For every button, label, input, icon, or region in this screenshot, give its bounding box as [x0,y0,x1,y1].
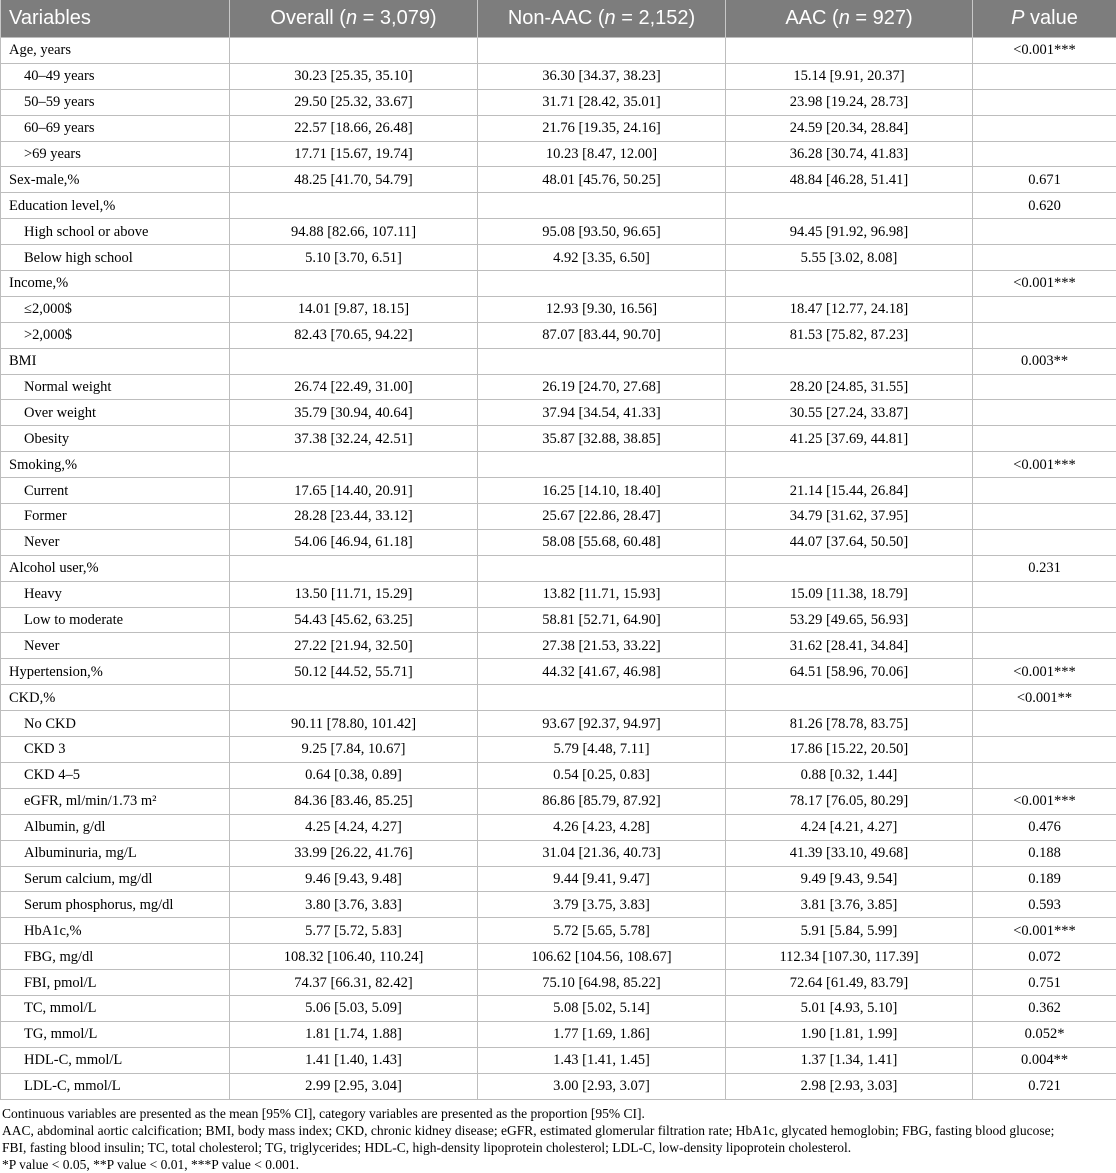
aac-cell [726,452,973,478]
overall-cell: 33.99 [26.22, 41.76] [230,840,478,866]
aac-cell: 4.24 [4.21, 4.27] [726,814,973,840]
p-value-cell: <0.001*** [973,452,1116,478]
row-label: Education level,% [1,193,230,219]
overall-cell: 0.64 [0.38, 0.89] [230,762,478,788]
aac-cell: 36.28 [30.74, 41.83] [726,141,973,167]
row-label: CKD,% [1,685,230,711]
aac-cell: 44.07 [37.64, 50.50] [726,529,973,555]
header-overall-n: n [346,7,357,29]
aac-cell: 34.79 [31.62, 37.95] [726,504,973,530]
row-label: Low to moderate [1,607,230,633]
footnote-line-4: *P value < 0.05, **P value < 0.01, ***P value < 0.001. [2,1156,1116,1173]
non-aac-cell: 3.79 [3.75, 3.83] [478,892,726,918]
header-nonaac-post: = 2,152) [616,7,696,29]
non-aac-cell [478,452,726,478]
header-non-aac [478,0,726,38]
aac-cell: 41.39 [33.10, 49.68] [726,840,973,866]
p-value-cell: <0.001*** [973,271,1116,297]
aac-cell: 15.14 [9.91, 20.37] [726,63,973,89]
non-aac-cell: 1.43 [1.41, 1.45] [478,1047,726,1073]
aac-cell: 94.45 [91.92, 96.98] [726,219,973,245]
non-aac-cell: 0.54 [0.25, 0.83] [478,762,726,788]
row-label: TC, mmol/L [1,995,230,1021]
aac-cell: 24.59 [20.34, 28.84] [726,115,973,141]
overall-cell: 9.25 [7.84, 10.67] [230,737,478,763]
p-value-cell [973,63,1116,89]
header-aac [726,0,973,38]
table-row [1,555,1116,581]
table-row [1,141,1116,167]
overall-cell [230,685,478,711]
p-value-cell: 0.188 [973,840,1116,866]
row-label: Current [1,478,230,504]
row-label: Alcohol user,% [1,555,230,581]
row-label: Former [1,504,230,530]
overall-cell: 22.57 [18.66, 26.48] [230,115,478,141]
non-aac-cell [478,348,726,374]
table-row [1,918,1116,944]
non-aac-cell: 9.44 [9.41, 9.47] [478,866,726,892]
overall-cell: 35.79 [30.94, 40.64] [230,400,478,426]
row-label: Over weight [1,400,230,426]
non-aac-cell: 3.00 [2.93, 3.07] [478,1073,726,1099]
overall-cell: 108.32 [106.40, 110.24] [230,944,478,970]
overall-cell [230,271,478,297]
header-row [1,0,1116,38]
row-label: ≤2,000$ [1,296,230,322]
aac-cell: 28.20 [24.85, 31.55] [726,374,973,400]
aac-cell [726,555,973,581]
table-row [1,426,1116,452]
table-footnotes [0,1100,1116,1173]
non-aac-cell: 31.71 [28.42, 35.01] [478,89,726,115]
overall-cell: 30.23 [25.35, 35.10] [230,63,478,89]
overall-cell: 3.80 [3.76, 3.83] [230,892,478,918]
row-label: FBG, mg/dl [1,944,230,970]
p-value-cell [973,374,1116,400]
aac-cell [726,685,973,711]
table-row [1,762,1116,788]
aac-cell: 1.37 [1.34, 1.41] [726,1047,973,1073]
table-row [1,892,1116,918]
p-value-cell: 0.231 [973,555,1116,581]
p-value-cell [973,296,1116,322]
table-row [1,63,1116,89]
overall-cell: 26.74 [22.49, 31.00] [230,374,478,400]
p-value-cell [973,633,1116,659]
table-row [1,167,1116,193]
table-row [1,633,1116,659]
overall-cell: 74.37 [66.31, 82.42] [230,970,478,996]
table-row [1,814,1116,840]
overall-cell [230,555,478,581]
row-label: Heavy [1,581,230,607]
header-aac-pre: AAC ( [785,7,838,29]
header-aac-n: n [839,7,850,29]
non-aac-cell: 25.67 [22.86, 28.47] [478,504,726,530]
aac-cell: 23.98 [19.24, 28.73] [726,89,973,115]
p-value-cell: 0.671 [973,167,1116,193]
non-aac-cell: 26.19 [24.70, 27.68] [478,374,726,400]
row-label: Albumin, g/dl [1,814,230,840]
aac-cell: 48.84 [46.28, 51.41] [726,167,973,193]
non-aac-cell: 106.62 [104.56, 108.67] [478,944,726,970]
overall-cell: 82.43 [70.65, 94.22] [230,322,478,348]
non-aac-cell [478,271,726,297]
p-value-cell: 0.003** [973,348,1116,374]
table-row [1,970,1116,996]
non-aac-cell: 16.25 [14.10, 18.40] [478,478,726,504]
non-aac-cell: 1.77 [1.69, 1.86] [478,1021,726,1047]
overall-cell: 5.77 [5.72, 5.83] [230,918,478,944]
p-value-cell [973,504,1116,530]
row-label: Age, years [1,38,230,64]
table-row [1,115,1116,141]
row-label: Income,% [1,271,230,297]
table-row [1,840,1116,866]
non-aac-cell: 31.04 [21.36, 40.73] [478,840,726,866]
row-label: 60–69 years [1,115,230,141]
p-value-cell: 0.072 [973,944,1116,970]
header-overall-pre: Overall ( [270,7,346,29]
overall-cell: 50.12 [44.52, 55.71] [230,659,478,685]
aac-cell: 81.53 [75.82, 87.23] [726,322,973,348]
non-aac-cell: 4.92 [3.35, 6.50] [478,245,726,271]
p-value-cell [973,322,1116,348]
p-value-cell [973,141,1116,167]
row-label: No CKD [1,711,230,737]
overall-cell: 84.36 [83.46, 85.25] [230,788,478,814]
table-row [1,348,1116,374]
non-aac-cell [478,555,726,581]
non-aac-cell: 5.79 [4.48, 7.11] [478,737,726,763]
aac-cell: 18.47 [12.77, 24.18] [726,296,973,322]
non-aac-cell [478,38,726,64]
table-row [1,1047,1116,1073]
p-value-cell: 0.593 [973,892,1116,918]
non-aac-cell: 75.10 [64.98, 85.22] [478,970,726,996]
table-row [1,529,1116,555]
non-aac-cell [478,685,726,711]
overall-cell: 27.22 [21.94, 32.50] [230,633,478,659]
aac-cell: 2.98 [2.93, 3.03] [726,1073,973,1099]
row-label: HDL-C, mmol/L [1,1047,230,1073]
overall-cell: 4.25 [4.24, 4.27] [230,814,478,840]
row-label: >69 years [1,141,230,167]
row-label: Serum phosphorus, mg/dl [1,892,230,918]
p-value-cell [973,219,1116,245]
aac-cell: 30.55 [27.24, 33.87] [726,400,973,426]
p-value-cell [973,762,1116,788]
aac-cell: 41.25 [37.69, 44.81] [726,426,973,452]
non-aac-cell: 36.30 [34.37, 38.23] [478,63,726,89]
footnote-line-2: AAC, abdominal aortic calcification; BMI, body mass index; CKD, chronic kidney disease; eGFR, estimated glomerular filtration rate; HbA1c, glycated hemoglobin; FBG, fasting blood glucose; [2,1122,1116,1139]
p-value-cell [973,529,1116,555]
table-row [1,374,1116,400]
overall-cell [230,193,478,219]
row-label: HbA1c,% [1,918,230,944]
non-aac-cell: 95.08 [93.50, 96.65] [478,219,726,245]
aac-cell: 5.55 [3.02, 8.08] [726,245,973,271]
p-value-cell: 0.620 [973,193,1116,219]
overall-cell: 54.06 [46.94, 61.18] [230,529,478,555]
aac-cell: 72.64 [61.49, 83.79] [726,970,973,996]
aac-cell [726,193,973,219]
header-overall-post: = 3,079) [357,7,437,29]
p-value-cell [973,115,1116,141]
aac-cell: 5.91 [5.84, 5.99] [726,918,973,944]
p-value-cell [973,89,1116,115]
table-row [1,788,1116,814]
row-label: Never [1,633,230,659]
aac-cell: 64.51 [58.96, 70.06] [726,659,973,685]
table-row [1,581,1116,607]
overall-cell: 9.46 [9.43, 9.48] [230,866,478,892]
row-label: Normal weight [1,374,230,400]
non-aac-cell: 87.07 [83.44, 90.70] [478,322,726,348]
aac-cell: 5.01 [4.93, 5.10] [726,995,973,1021]
overall-cell: 37.38 [32.24, 42.51] [230,426,478,452]
table-row [1,271,1116,297]
p-value-cell [973,400,1116,426]
table-row [1,866,1116,892]
overall-cell: 17.65 [14.40, 20.91] [230,478,478,504]
table-row [1,711,1116,737]
row-label: Never [1,529,230,555]
non-aac-cell: 35.87 [32.88, 38.85] [478,426,726,452]
p-value-cell: <0.001*** [973,788,1116,814]
row-label: Below high school [1,245,230,271]
aac-cell: 0.88 [0.32, 1.44] [726,762,973,788]
p-value-cell [973,711,1116,737]
table-row [1,296,1116,322]
p-value-cell: <0.001*** [973,659,1116,685]
p-value-cell: 0.751 [973,970,1116,996]
table-body [1,38,1116,1100]
row-label: 40–49 years [1,63,230,89]
non-aac-cell: 48.01 [45.76, 50.25] [478,167,726,193]
non-aac-cell: 13.82 [11.71, 15.93] [478,581,726,607]
overall-cell: 2.99 [2.95, 3.04] [230,1073,478,1099]
row-label: Smoking,% [1,452,230,478]
overall-cell: 17.71 [15.67, 19.74] [230,141,478,167]
non-aac-cell: 44.32 [41.67, 46.98] [478,659,726,685]
overall-cell [230,452,478,478]
table-row [1,685,1116,711]
p-value-cell [973,581,1116,607]
row-label: TG, mmol/L [1,1021,230,1047]
p-value-cell: 0.362 [973,995,1116,1021]
aac-cell: 9.49 [9.43, 9.54] [726,866,973,892]
table-row [1,38,1116,64]
aac-cell [726,348,973,374]
overall-cell: 29.50 [25.32, 33.67] [230,89,478,115]
table-row [1,1073,1116,1099]
aac-cell: 81.26 [78.78, 83.75] [726,711,973,737]
overall-cell [230,38,478,64]
p-value-cell: <0.001** [973,685,1116,711]
header-p-italic: P [1011,7,1024,29]
overall-cell: 48.25 [41.70, 54.79] [230,167,478,193]
table-row [1,452,1116,478]
row-label: eGFR, ml/min/1.73 m² [1,788,230,814]
footnote-line-3: FBI, fasting blood insulin; TC, total cholesterol; TG, triglycerides; HDL-C, high-density lipoprotein cholesterol; LDL-C, low-density lipoprotein cholesterol. [2,1139,1116,1156]
aac-cell: 78.17 [76.05, 80.29] [726,788,973,814]
p-value-cell: 0.721 [973,1073,1116,1099]
non-aac-cell [478,193,726,219]
p-value-cell [973,245,1116,271]
non-aac-cell: 10.23 [8.47, 12.00] [478,141,726,167]
overall-cell: 5.10 [3.70, 6.51] [230,245,478,271]
table-row [1,245,1116,271]
non-aac-cell: 27.38 [21.53, 33.22] [478,633,726,659]
row-label: Hypertension,% [1,659,230,685]
table-row [1,995,1116,1021]
table-row [1,478,1116,504]
header-p-value [973,0,1116,38]
table-row [1,1021,1116,1047]
overall-cell: 14.01 [9.87, 18.15] [230,296,478,322]
non-aac-cell: 58.08 [55.68, 60.48] [478,529,726,555]
aac-cell: 17.86 [15.22, 20.50] [726,737,973,763]
non-aac-cell: 4.26 [4.23, 4.28] [478,814,726,840]
p-value-cell: 0.476 [973,814,1116,840]
non-aac-cell: 93.67 [92.37, 94.97] [478,711,726,737]
p-value-cell: 0.189 [973,866,1116,892]
header-variables: Variables [1,0,230,38]
row-label: Albuminuria, mg/L [1,840,230,866]
aac-cell: 53.29 [49.65, 56.93] [726,607,973,633]
row-label: 50–59 years [1,89,230,115]
aac-cell [726,271,973,297]
footnote-line-1: Continuous variables are presented as the mean [95% CI], category variables are presented as the proportion [95% CI]. [2,1105,1116,1122]
row-label: CKD 4–5 [1,762,230,788]
overall-cell: 54.43 [45.62, 63.25] [230,607,478,633]
overall-cell: 28.28 [23.44, 33.12] [230,504,478,530]
non-aac-cell: 37.94 [34.54, 41.33] [478,400,726,426]
table-row [1,193,1116,219]
row-label: BMI [1,348,230,374]
aac-cell: 3.81 [3.76, 3.85] [726,892,973,918]
aac-cell: 21.14 [15.44, 26.84] [726,478,973,504]
table-row [1,400,1116,426]
table-row [1,504,1116,530]
p-value-cell [973,607,1116,633]
row-label: >2,000$ [1,322,230,348]
table-row [1,607,1116,633]
p-value-cell: 0.052* [973,1021,1116,1047]
p-value-cell: <0.001*** [973,918,1116,944]
aac-cell: 112.34 [107.30, 117.39] [726,944,973,970]
p-value-cell [973,426,1116,452]
aac-cell: 15.09 [11.38, 18.79] [726,581,973,607]
non-aac-cell: 5.08 [5.02, 5.14] [478,995,726,1021]
non-aac-cell: 86.86 [85.79, 87.92] [478,788,726,814]
aac-cell: 31.62 [28.41, 34.84] [726,633,973,659]
row-label: Obesity [1,426,230,452]
p-value-cell [973,478,1116,504]
overall-cell: 1.81 [1.74, 1.88] [230,1021,478,1047]
non-aac-cell: 58.81 [52.71, 64.90] [478,607,726,633]
overall-cell: 1.41 [1.40, 1.43] [230,1047,478,1073]
header-p-rest: value [1024,7,1077,29]
overall-cell: 13.50 [11.71, 15.29] [230,581,478,607]
header-nonaac-pre: Non-AAC ( [508,7,605,29]
table-row [1,322,1116,348]
row-label: High school or above [1,219,230,245]
non-aac-cell: 21.76 [19.35, 24.16] [478,115,726,141]
row-label: Sex-male,% [1,167,230,193]
overall-cell: 5.06 [5.03, 5.09] [230,995,478,1021]
overall-cell [230,348,478,374]
table-row [1,219,1116,245]
p-value-cell: 0.004** [973,1047,1116,1073]
table-row [1,89,1116,115]
p-value-cell [973,737,1116,763]
table-row [1,659,1116,685]
p-value-cell: <0.001*** [973,38,1116,64]
table-row [1,944,1116,970]
header-overall [230,0,478,38]
header-nonaac-n: n [605,7,616,29]
aac-cell [726,38,973,64]
row-label: Serum calcium, mg/dl [1,866,230,892]
row-label: FBI, pmol/L [1,970,230,996]
table-row [1,737,1116,763]
row-label: CKD 3 [1,737,230,763]
non-aac-cell: 5.72 [5.65, 5.78] [478,918,726,944]
overall-cell: 94.88 [82.66, 107.11] [230,219,478,245]
row-label: LDL-C, mmol/L [1,1073,230,1099]
aac-cell: 1.90 [1.81, 1.99] [726,1021,973,1047]
non-aac-cell: 12.93 [9.30, 16.56] [478,296,726,322]
overall-cell: 90.11 [78.80, 101.42] [230,711,478,737]
header-aac-post: = 927) [850,7,913,29]
